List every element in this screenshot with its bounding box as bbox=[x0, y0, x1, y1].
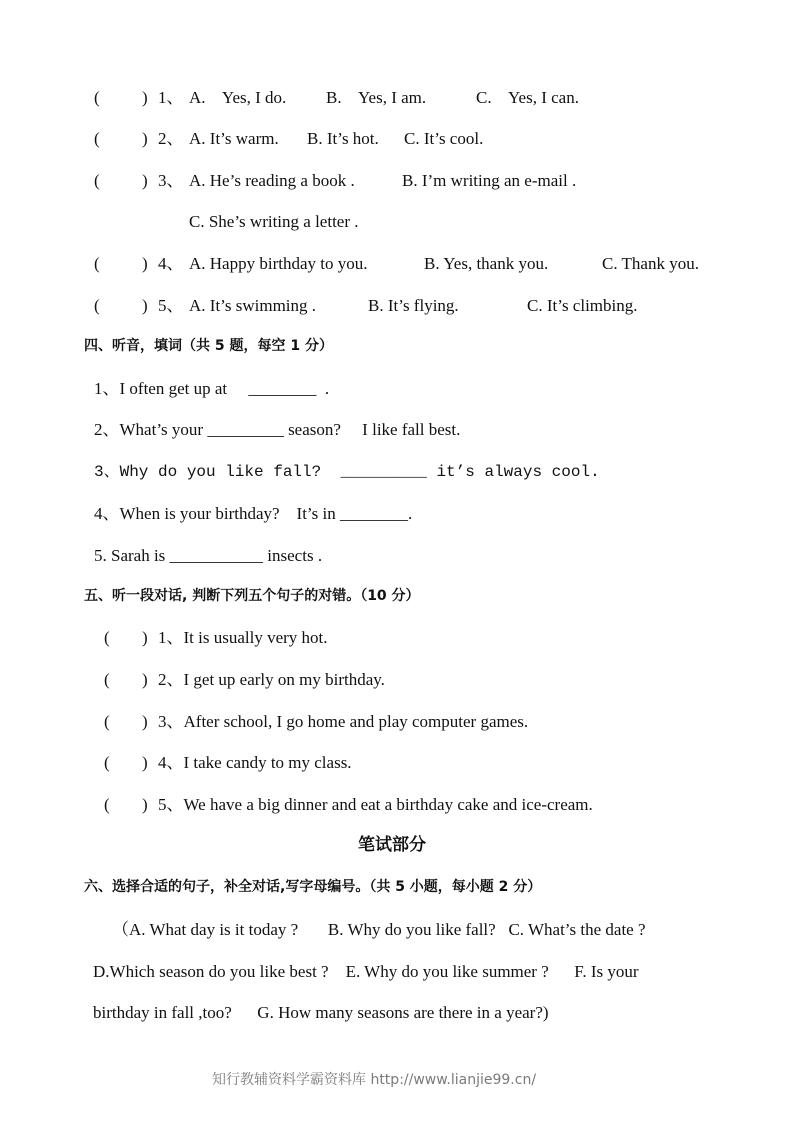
option-a: A. Yes, I do. bbox=[189, 88, 287, 107]
option-c: C. Yes, I can. bbox=[476, 88, 579, 107]
question-number: 4、 bbox=[158, 254, 184, 273]
answer-paren-open: ( bbox=[104, 753, 110, 772]
option-a: A. Happy birthday to you. bbox=[189, 254, 368, 273]
fill-blank-item-5: 5. Sarah is ___________ insects . bbox=[94, 546, 323, 565]
answer-paren-close: ) bbox=[142, 670, 148, 689]
judge-text: 1、It is usually very hot. bbox=[158, 628, 328, 647]
judge-text: 5、We have a big dinner and eat a birthday cake and ice-cream. bbox=[158, 795, 593, 814]
question-number: 2、 bbox=[158, 129, 184, 148]
option-c: C. It’s climbing. bbox=[527, 296, 638, 315]
fill-blank-item-3: 3、Why do you like fall? _________ it’s always cool. bbox=[94, 463, 600, 481]
option-b: B. Yes, thank you. bbox=[424, 254, 549, 273]
option-b: B. It’s flying. bbox=[368, 296, 459, 315]
fill-blank-item-4: 4、When is your birthday? It’s in ________. bbox=[94, 504, 413, 523]
answer-paren-close: ) bbox=[142, 129, 148, 148]
answer-paren-open: ( bbox=[94, 171, 100, 190]
answer-paren-open: ( bbox=[104, 670, 110, 689]
fill-blank-item-2: 2、What’s your _________ season? I like fall best. bbox=[94, 420, 461, 439]
option-c: C. She’s writing a letter . bbox=[189, 212, 359, 231]
answer-paren-close: ) bbox=[142, 753, 148, 772]
options-line-1: （A. What day is it today ? B. Why do you like fall? C. What’s the date ? bbox=[112, 920, 646, 939]
section-5-heading: 五、听一段对话, 判断下列五个句子的对错。（10 分） bbox=[84, 588, 420, 604]
written-section-title: 笔试部分 bbox=[358, 835, 426, 855]
answer-paren-close: ) bbox=[142, 254, 148, 273]
question-number: 5、 bbox=[158, 296, 184, 315]
question-number: 1、 bbox=[158, 88, 184, 107]
answer-paren-close: ) bbox=[142, 171, 148, 190]
answer-paren-close: ) bbox=[142, 628, 148, 647]
answer-paren-open: ( bbox=[104, 628, 110, 647]
option-a: A. It’s swimming . bbox=[189, 296, 317, 315]
section-6-heading: 六、选择合适的句子，补全对话,写字母编号。（共 5 小题，每小题 2 分） bbox=[84, 879, 542, 895]
answer-paren-open: ( bbox=[104, 712, 110, 731]
answer-paren-close: ) bbox=[142, 88, 148, 107]
question-number: 3、 bbox=[158, 171, 184, 190]
option-c: C. Thank you. bbox=[602, 254, 699, 273]
option-c: C. It’s cool. bbox=[404, 129, 484, 148]
answer-paren-close: ) bbox=[142, 795, 148, 814]
judge-text: 2、I get up early on my birthday. bbox=[158, 670, 385, 689]
answer-paren-open: ( bbox=[94, 296, 100, 315]
option-b: B. I’m writing an e-mail . bbox=[402, 171, 577, 190]
judge-text: 3、After school, I go home and play computer games. bbox=[158, 712, 529, 731]
options-line-2: D.Which season do you like best ? E. Why do you like summer ? F. Is your bbox=[93, 962, 639, 981]
option-b: B. Yes, I am. bbox=[326, 88, 427, 107]
answer-paren-open: ( bbox=[94, 254, 100, 273]
section-4-heading: 四、听音，填词（共 5 题，每空 1 分） bbox=[84, 338, 333, 354]
fill-blank-item-1: 1、I often get up at ________ . bbox=[94, 379, 330, 398]
answer-paren-open: ( bbox=[104, 795, 110, 814]
option-a: A. It’s warm. bbox=[189, 129, 279, 148]
footer-watermark: 知行教辅资料学霸资料库 http://www.lianjie99.cn/ bbox=[212, 1072, 537, 1088]
option-b: B. It’s hot. bbox=[307, 129, 379, 148]
answer-paren-open: ( bbox=[94, 129, 100, 148]
judge-text: 4、I take candy to my class. bbox=[158, 753, 352, 772]
answer-paren-close: ) bbox=[142, 296, 148, 315]
option-a: A. He’s reading a book . bbox=[189, 171, 355, 190]
answer-paren-open: ( bbox=[94, 88, 100, 107]
options-line-3: birthday in fall ,too? G. How many seasons are there in a year?) bbox=[93, 1003, 549, 1022]
answer-paren-close: ) bbox=[142, 712, 148, 731]
